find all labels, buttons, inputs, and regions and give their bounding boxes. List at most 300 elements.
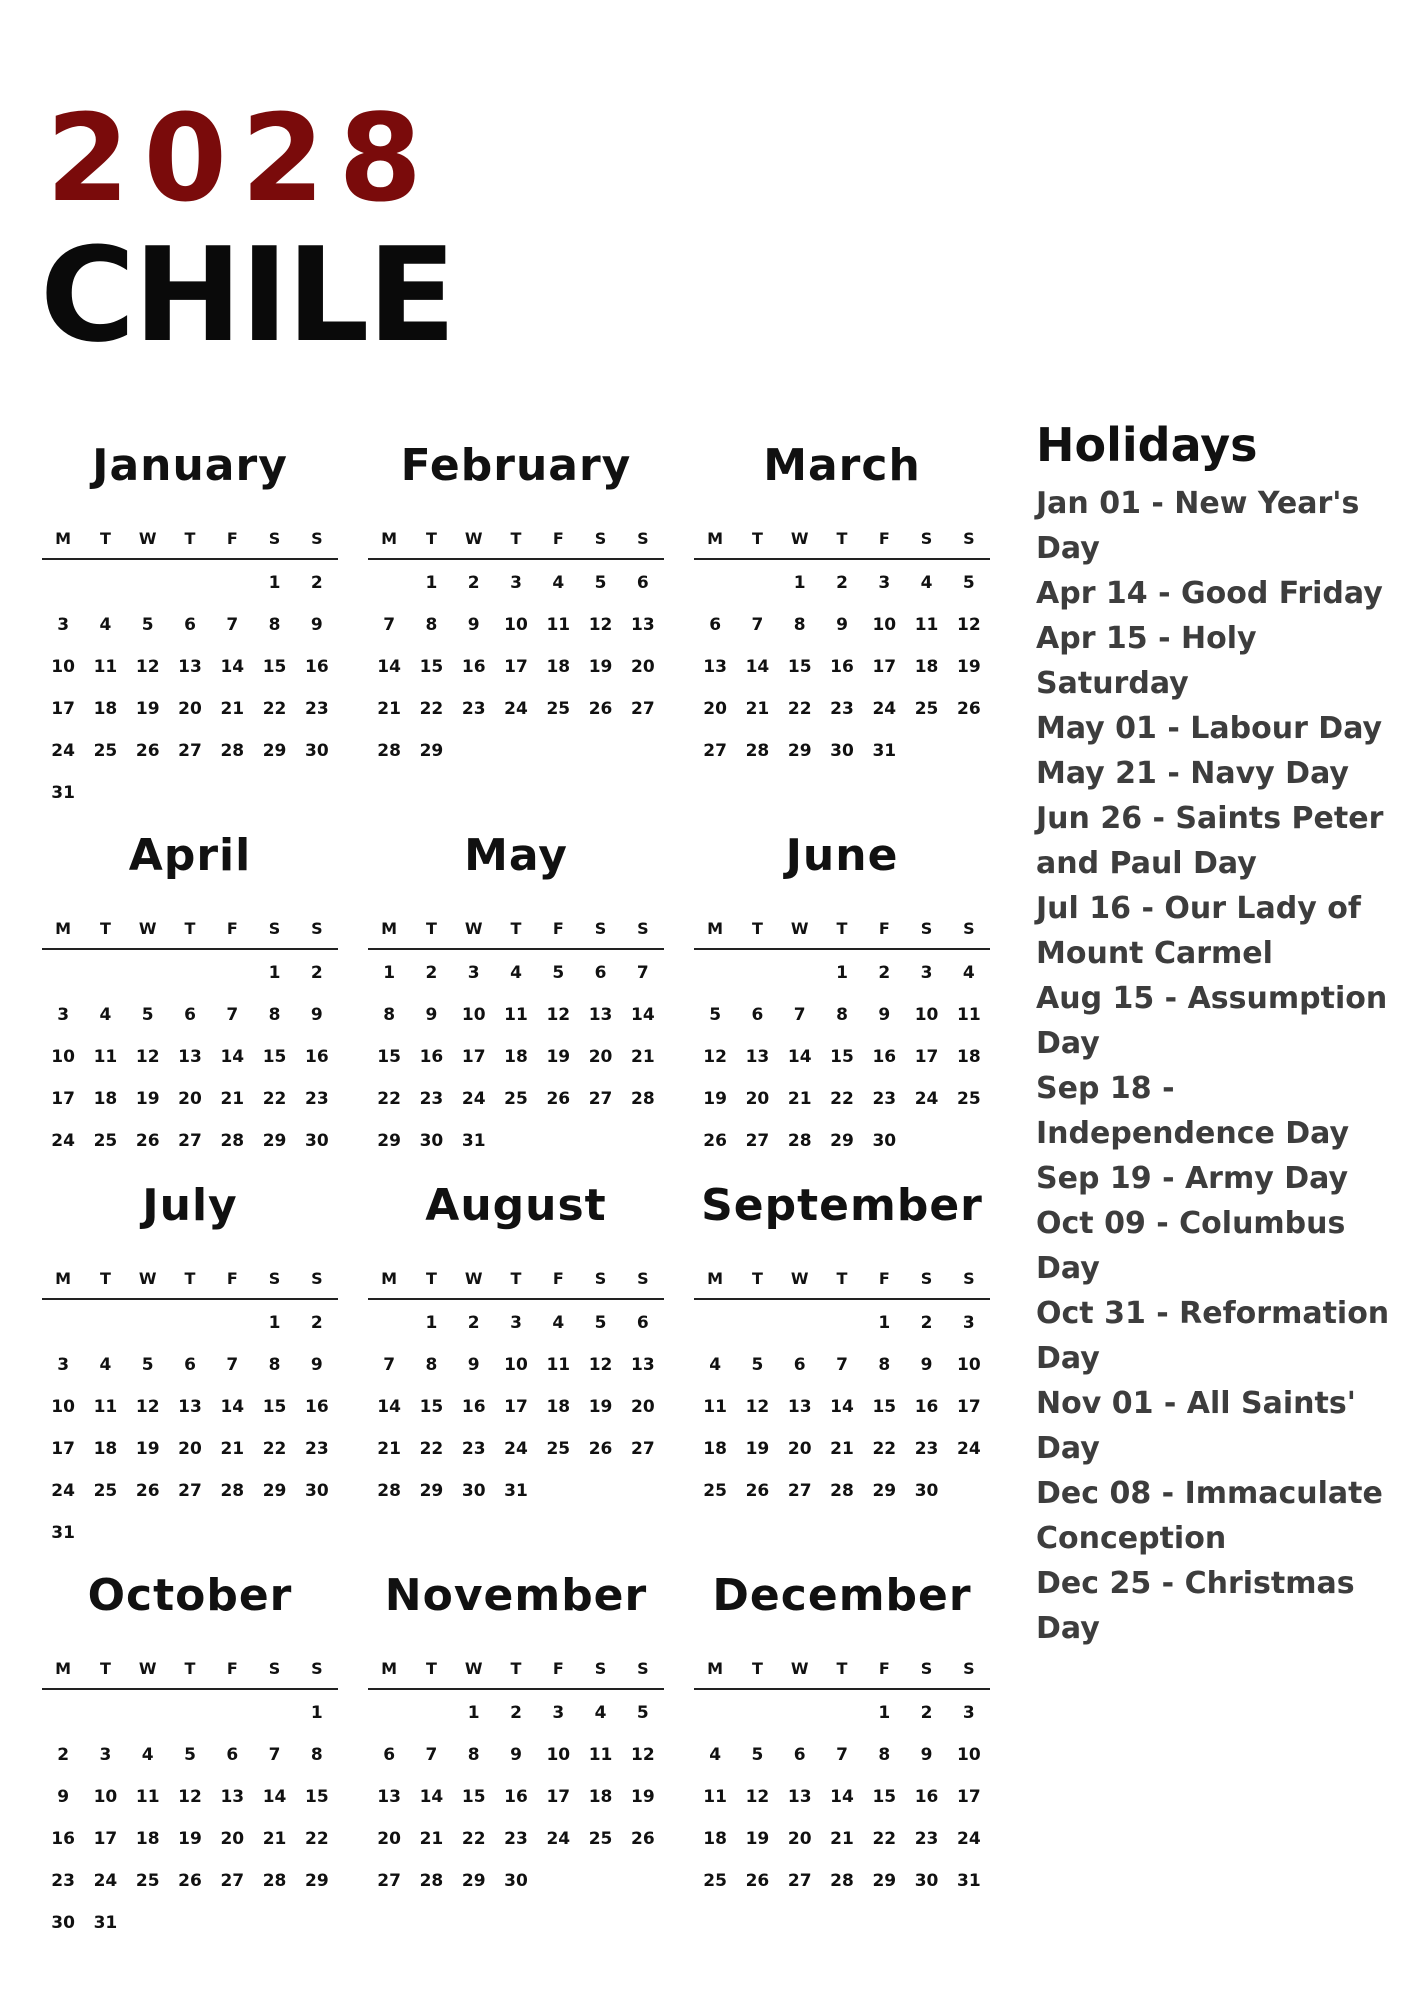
day-cell: 1 — [310, 1703, 323, 1723]
weekday-header — [42, 518, 338, 560]
day-grid — [694, 950, 990, 1162]
day-cell: 13 — [178, 1397, 202, 1417]
day-cell: 10 — [51, 1047, 75, 1067]
weekday-label: S — [311, 528, 323, 548]
day-cell: 23 — [504, 1829, 528, 1849]
day-cell: 17 — [546, 1787, 571, 1807]
day-cell: 11 — [703, 1787, 727, 1807]
day-cell: 29 — [872, 1871, 897, 1891]
day-cell: 14 — [220, 657, 245, 677]
day-cell: 29 — [377, 1131, 401, 1151]
weekday-label: W — [464, 918, 483, 938]
day-cell: 22 — [262, 1089, 287, 1109]
day-cell: 1 — [836, 963, 848, 983]
day-cell: 25 — [546, 1439, 571, 1459]
day-cell: 5 — [141, 1355, 154, 1375]
day-cell: 22 — [262, 1439, 287, 1459]
day-cell: 23 — [830, 699, 854, 719]
day-cell: 16 — [872, 1047, 897, 1067]
day-cell: 26 — [135, 1481, 160, 1501]
month-june — [694, 830, 990, 1162]
day-cell: 4 — [99, 1355, 112, 1375]
month-march — [694, 440, 990, 772]
day-cell: 14 — [220, 1047, 245, 1067]
day-cell: 22 — [830, 1089, 854, 1109]
day-cell: 14 — [220, 1397, 245, 1417]
day-cell: 29 — [419, 741, 444, 761]
day-cell: 13 — [631, 1355, 655, 1375]
day-cell: 5 — [962, 573, 975, 593]
day-cell: 17 — [957, 1397, 981, 1417]
day-cell: 7 — [636, 963, 649, 983]
weekday-label: S — [637, 1658, 649, 1678]
day-grid — [694, 560, 990, 772]
day-cell: 21 — [220, 1089, 245, 1109]
day-cell: 28 — [220, 741, 245, 761]
month-name: December — [712, 1570, 972, 1621]
day-cell: 4 — [552, 1313, 565, 1333]
day-cell: 30 — [914, 1481, 939, 1501]
day-grid — [368, 1690, 664, 1902]
day-cell: 12 — [745, 1787, 770, 1807]
day-cell: 3 — [57, 1005, 70, 1025]
holiday-item: May 21 - Navy Day — [1036, 755, 1349, 791]
day-cell: 5 — [594, 1313, 607, 1333]
day-cell: 16 — [914, 1787, 939, 1807]
day-cell: 15 — [830, 1047, 854, 1067]
weekday-label: W — [138, 1268, 157, 1288]
day-cell: 14 — [377, 1397, 401, 1417]
day-cell: 31 — [872, 741, 897, 761]
day-cell: 20 — [631, 657, 655, 677]
day-cell: 1 — [268, 573, 281, 593]
day-cell: 3 — [920, 963, 933, 983]
day-cell: 16 — [461, 1397, 486, 1417]
weekday-label: S — [963, 1658, 975, 1678]
day-cell: 11 — [914, 615, 939, 635]
day-cell: 31 — [51, 1523, 75, 1543]
day-cell: 11 — [703, 1397, 727, 1417]
weekday-label: S — [594, 918, 607, 938]
day-cell: 14 — [377, 657, 401, 677]
day-cell: 8 — [793, 615, 806, 635]
weekday-label: W — [464, 1658, 483, 1678]
day-cell: 8 — [878, 1745, 891, 1765]
day-cell: 27 — [377, 1871, 401, 1891]
weekday-label: F — [878, 1268, 890, 1288]
day-cell: 27 — [220, 1871, 245, 1891]
day-cell: 2 — [310, 1313, 323, 1333]
holiday-item: Sep 19 - Army Day — [1036, 1160, 1349, 1196]
day-cell: 17 — [504, 1397, 528, 1417]
day-cell: 16 — [504, 1787, 528, 1807]
day-cell: 6 — [793, 1745, 806, 1765]
day-cell: 30 — [305, 741, 329, 761]
day-cell: 11 — [546, 1355, 571, 1375]
day-cell: 15 — [419, 1397, 444, 1417]
day-cell: 1 — [878, 1313, 891, 1333]
day-cell: 19 — [135, 1089, 160, 1109]
country-heading: CHILE — [40, 219, 455, 371]
day-cell: 23 — [51, 1871, 75, 1891]
day-cell: 21 — [745, 699, 770, 719]
day-cell: 7 — [836, 1355, 848, 1375]
day-cell: 3 — [878, 573, 891, 593]
day-cell: 26 — [631, 1829, 655, 1849]
month-name: May — [464, 830, 568, 881]
day-cell: 3 — [57, 1355, 70, 1375]
day-cell: 29 — [461, 1871, 486, 1891]
weekday-label: F — [226, 528, 238, 548]
weekday-label: T — [751, 918, 763, 938]
day-cell: 6 — [383, 1745, 396, 1765]
day-cell: 31 — [957, 1871, 981, 1891]
day-cell: 18 — [703, 1829, 727, 1849]
weekday-label: F — [878, 528, 890, 548]
day-cell: 2 — [467, 573, 480, 593]
day-cell: 27 — [787, 1481, 812, 1501]
weekday-label: F — [878, 918, 890, 938]
month-name: January — [92, 440, 288, 491]
weekday-label: S — [637, 1268, 649, 1288]
weekday-label: F — [878, 1658, 890, 1678]
month-name: February — [400, 440, 632, 491]
weekday-label: T — [836, 918, 848, 938]
day-cell: 5 — [184, 1745, 196, 1765]
day-cell: 20 — [588, 1047, 613, 1067]
day-cell: 28 — [631, 1089, 655, 1109]
day-cell: 6 — [793, 1355, 806, 1375]
day-grid — [368, 1300, 664, 1512]
holiday-item: Oct 31 - Reformation Day — [1036, 1295, 1390, 1376]
day-cell: 9 — [425, 1005, 438, 1025]
day-cell: 11 — [93, 1047, 118, 1067]
day-cell: 29 — [262, 1131, 287, 1151]
day-cell: 23 — [872, 1089, 897, 1109]
holiday-item: Jul 16 - Our Lady of Mount Carmel — [1036, 890, 1361, 971]
weekday-label: S — [920, 1658, 933, 1678]
month-name: September — [701, 1180, 983, 1231]
day-cell: 21 — [220, 1439, 245, 1459]
month-november — [368, 1570, 664, 1902]
day-cell: 25 — [135, 1871, 160, 1891]
day-cell: 24 — [461, 1089, 486, 1109]
weekday-label: T — [99, 918, 111, 938]
day-cell: 6 — [636, 573, 649, 593]
day-cell: 1 — [467, 1703, 480, 1723]
weekday-label: T — [510, 1658, 522, 1678]
day-cell: 16 — [305, 1047, 329, 1067]
weekday-header — [694, 1648, 990, 1690]
weekday-label: S — [268, 1268, 281, 1288]
weekday-label: T — [510, 918, 522, 938]
day-cell: 22 — [787, 699, 812, 719]
day-cell: 18 — [588, 1787, 613, 1807]
day-grid — [42, 1300, 338, 1554]
day-cell: 18 — [93, 1089, 118, 1109]
day-cell: 9 — [836, 615, 848, 635]
day-cell: 4 — [709, 1355, 722, 1375]
day-cell: 28 — [419, 1871, 444, 1891]
month-name: March — [763, 440, 921, 491]
weekday-label: M — [381, 1658, 398, 1678]
day-cell: 8 — [425, 615, 438, 635]
day-cell: 25 — [93, 1481, 118, 1501]
day-cell: 30 — [914, 1871, 939, 1891]
day-cell: 18 — [957, 1047, 981, 1067]
day-cell: 27 — [631, 699, 655, 719]
day-cell: 1 — [425, 1313, 438, 1333]
day-cell: 2 — [920, 1313, 933, 1333]
month-january — [42, 440, 338, 814]
day-cell: 4 — [962, 963, 975, 983]
day-cell: 4 — [510, 963, 522, 983]
day-cell: 30 — [305, 1131, 329, 1151]
weekday-label: F — [552, 918, 564, 938]
day-cell: 31 — [93, 1913, 118, 1933]
weekday-label: T — [184, 1658, 196, 1678]
day-cell: 8 — [268, 1355, 281, 1375]
day-cell: 10 — [504, 1355, 528, 1375]
day-cell: 3 — [552, 1703, 565, 1723]
day-cell: 29 — [419, 1481, 444, 1501]
day-cell: 29 — [872, 1481, 897, 1501]
day-cell: 21 — [830, 1439, 854, 1459]
day-cell: 7 — [383, 1355, 396, 1375]
day-cell: 24 — [93, 1871, 118, 1891]
day-cell: 30 — [305, 1481, 329, 1501]
holiday-item: Dec 08 - Immaculate Conception — [1036, 1475, 1383, 1556]
day-cell: 13 — [787, 1397, 812, 1417]
day-grid — [694, 1690, 990, 1902]
day-cell: 15 — [262, 1397, 287, 1417]
day-cell: 21 — [262, 1829, 287, 1849]
day-cell: 27 — [745, 1131, 770, 1151]
holiday-item: Aug 15 - Assumption Day — [1036, 980, 1388, 1061]
weekday-label: T — [184, 918, 196, 938]
month-may — [368, 830, 664, 1162]
day-cell: 22 — [461, 1829, 486, 1849]
day-grid — [694, 1300, 990, 1512]
day-cell: 7 — [268, 1745, 281, 1765]
day-cell: 22 — [262, 699, 287, 719]
day-cell: 18 — [546, 657, 571, 677]
weekday-label: S — [920, 918, 933, 938]
day-cell: 12 — [588, 615, 613, 635]
day-cell: 1 — [793, 573, 806, 593]
day-cell: 26 — [703, 1131, 727, 1151]
day-cell: 11 — [135, 1787, 160, 1807]
day-cell: 20 — [178, 1439, 202, 1459]
day-cell: 14 — [631, 1005, 655, 1025]
day-cell: 21 — [220, 699, 245, 719]
day-cell: 8 — [268, 615, 281, 635]
weekday-label: S — [963, 1268, 975, 1288]
day-cell: 15 — [461, 1787, 486, 1807]
day-cell: 5 — [141, 1005, 154, 1025]
day-cell: 15 — [872, 1397, 897, 1417]
month-december — [694, 1570, 990, 1902]
day-grid — [42, 560, 338, 814]
day-cell: 18 — [914, 657, 939, 677]
day-cell: 24 — [546, 1829, 571, 1849]
day-cell: 17 — [51, 699, 75, 719]
weekday-label: F — [552, 1268, 564, 1288]
day-cell: 26 — [135, 741, 160, 761]
weekday-header — [694, 518, 990, 560]
day-cell: 24 — [51, 1131, 75, 1151]
day-cell: 17 — [957, 1787, 981, 1807]
weekday-label: T — [425, 918, 437, 938]
day-cell: 10 — [957, 1745, 981, 1765]
day-cell: 9 — [310, 615, 323, 635]
day-cell: 16 — [914, 1397, 939, 1417]
day-cell: 3 — [962, 1313, 975, 1333]
day-cell: 10 — [957, 1355, 981, 1375]
weekday-label: T — [836, 1268, 848, 1288]
day-cell: 6 — [636, 1313, 649, 1333]
day-cell: 30 — [461, 1481, 486, 1501]
day-cell: 24 — [957, 1829, 981, 1849]
day-cell: 19 — [745, 1439, 770, 1459]
weekday-label: T — [184, 1268, 196, 1288]
day-cell: 14 — [262, 1787, 287, 1807]
day-cell: 27 — [178, 741, 202, 761]
day-cell: 3 — [510, 1313, 522, 1333]
day-cell: 12 — [588, 1355, 613, 1375]
day-cell: 28 — [377, 1481, 401, 1501]
day-cell: 8 — [383, 1005, 396, 1025]
day-cell: 25 — [914, 699, 939, 719]
day-cell: 19 — [135, 699, 160, 719]
day-cell: 13 — [377, 1787, 401, 1807]
holiday-item: Sep 18 - Independence Day — [1036, 1070, 1350, 1151]
day-cell: 25 — [504, 1089, 528, 1109]
day-cell: 8 — [310, 1745, 323, 1765]
day-cell: 2 — [836, 573, 848, 593]
day-cell: 19 — [957, 657, 981, 677]
day-cell: 9 — [878, 1005, 891, 1025]
month-july — [42, 1180, 338, 1554]
weekday-label: T — [510, 528, 522, 548]
day-cell: 18 — [546, 1397, 571, 1417]
month-name: August — [425, 1180, 607, 1231]
weekday-label: S — [594, 1658, 607, 1678]
day-cell: 5 — [636, 1703, 649, 1723]
day-cell: 23 — [305, 1089, 329, 1109]
day-cell: 16 — [51, 1829, 75, 1849]
day-cell: 27 — [787, 1871, 812, 1891]
day-cell: 3 — [99, 1745, 112, 1765]
day-cell: 15 — [262, 657, 287, 677]
day-cell: 2 — [310, 963, 323, 983]
day-cell: 6 — [751, 1005, 764, 1025]
day-cell: 21 — [377, 699, 401, 719]
weekday-label: T — [751, 528, 763, 548]
weekday-label: F — [552, 528, 564, 548]
day-cell: 8 — [425, 1355, 438, 1375]
weekday-label: F — [552, 1658, 564, 1678]
day-cell: 14 — [787, 1047, 812, 1067]
day-cell: 25 — [588, 1829, 613, 1849]
day-cell: 16 — [830, 657, 854, 677]
weekday-label: M — [55, 1268, 72, 1288]
day-cell: 12 — [745, 1397, 770, 1417]
day-cell: 20 — [703, 699, 727, 719]
day-cell: 16 — [305, 1397, 329, 1417]
weekday-label: F — [226, 1268, 238, 1288]
weekday-label: T — [99, 528, 111, 548]
day-cell: 10 — [51, 657, 75, 677]
weekday-header — [42, 908, 338, 950]
day-cell: 19 — [588, 1397, 613, 1417]
month-name: July — [142, 1180, 238, 1231]
day-cell: 19 — [135, 1439, 160, 1459]
day-grid — [42, 1690, 338, 1944]
day-cell: 29 — [262, 741, 287, 761]
day-cell: 10 — [93, 1787, 118, 1807]
day-cell: 29 — [305, 1871, 329, 1891]
weekday-label: M — [55, 1658, 72, 1678]
day-cell: 5 — [594, 573, 607, 593]
day-grid — [42, 950, 338, 1162]
day-cell: 7 — [226, 1005, 239, 1025]
day-cell: 18 — [93, 1439, 118, 1459]
weekday-label: M — [707, 918, 724, 938]
day-cell: 24 — [504, 1439, 528, 1459]
day-cell: 9 — [57, 1787, 70, 1807]
day-cell: 25 — [957, 1089, 981, 1109]
weekday-header — [694, 908, 990, 950]
day-cell: 15 — [419, 657, 444, 677]
day-cell: 16 — [461, 657, 486, 677]
day-cell: 23 — [914, 1439, 939, 1459]
day-cell: 18 — [93, 699, 118, 719]
weekday-label: S — [920, 528, 933, 548]
day-cell: 28 — [745, 741, 770, 761]
day-cell: 15 — [787, 657, 812, 677]
day-cell: 22 — [305, 1829, 329, 1849]
weekday-label: W — [790, 1268, 809, 1288]
day-cell: 27 — [631, 1439, 655, 1459]
day-cell: 20 — [220, 1829, 245, 1849]
day-cell: 13 — [787, 1787, 812, 1807]
day-cell: 26 — [745, 1481, 770, 1501]
day-cell: 3 — [510, 573, 522, 593]
day-cell: 12 — [178, 1787, 202, 1807]
holidays-panel — [1036, 420, 1396, 1651]
weekday-label: S — [963, 918, 975, 938]
day-cell: 18 — [703, 1439, 727, 1459]
weekday-label: S — [594, 1268, 607, 1288]
weekday-label: S — [268, 1658, 281, 1678]
month-september — [694, 1180, 990, 1512]
day-cell: 23 — [461, 699, 486, 719]
day-cell: 26 — [588, 1439, 613, 1459]
day-cell: 18 — [135, 1829, 160, 1849]
day-cell: 7 — [383, 615, 396, 635]
day-cell: 11 — [93, 1397, 118, 1417]
day-cell: 17 — [51, 1089, 75, 1109]
day-cell: 7 — [226, 1355, 239, 1375]
day-cell: 4 — [99, 1005, 112, 1025]
day-cell: 4 — [99, 615, 112, 635]
day-cell: 21 — [631, 1047, 655, 1067]
day-cell: 5 — [552, 963, 565, 983]
day-cell: 20 — [377, 1829, 401, 1849]
day-cell: 13 — [588, 1005, 613, 1025]
weekday-header — [368, 908, 664, 950]
